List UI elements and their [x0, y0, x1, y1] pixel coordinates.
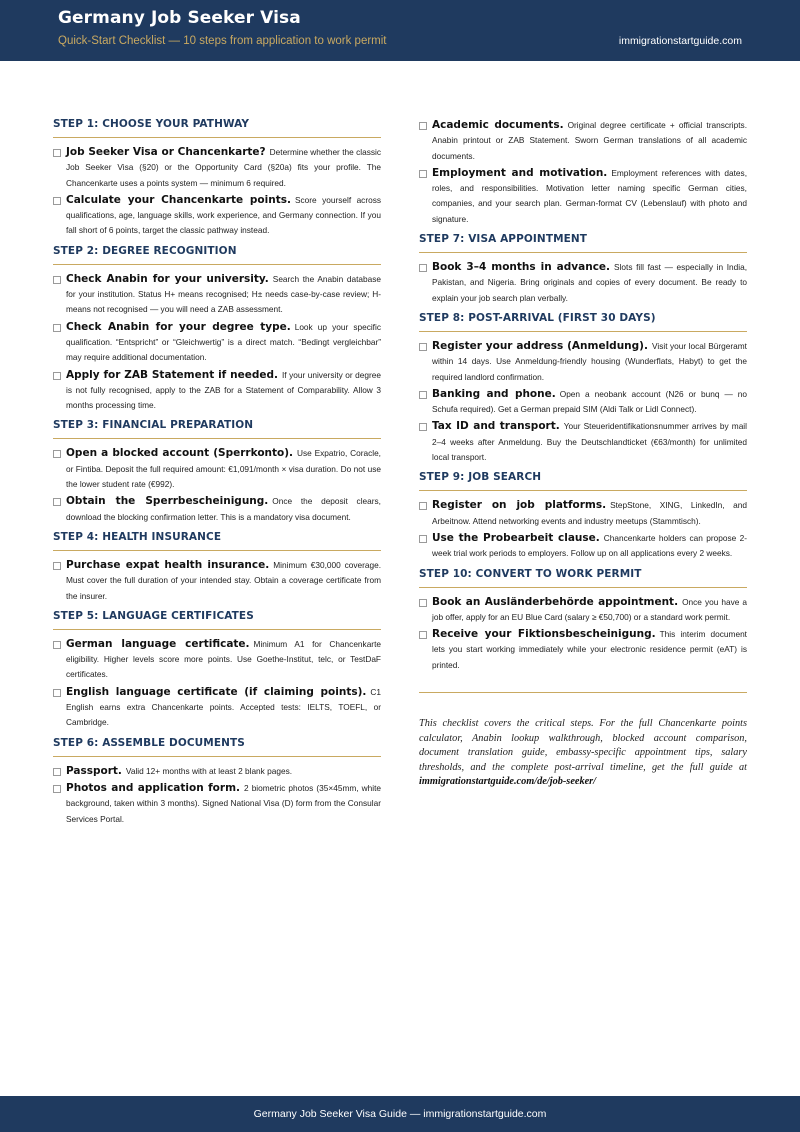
closing-note: [419, 717, 747, 790]
right-column: [419, 118, 747, 790]
item-description: Chancenkarte holders can propose 2-week trial work periods to employers. Follow up on all applications every 2 weeks.: [432, 532, 748, 559]
closing-divider: [419, 692, 747, 693]
checklist-item: [419, 387, 747, 418]
checklist-section: [419, 568, 747, 673]
header-site-link[interactable]: immigrationstartguide.com: [618, 35, 742, 47]
closing-text: This checklist covers the critical steps. For the full Chancenkarte points calculator, Anabin lookup walkthrough, blocked account comparison, document translation guide, embassy-specific appointment tips, salary thresholds, and the complete post-arrival timeline, get the full guide at: [419, 718, 747, 773]
page-footer: Germany Job Seeker Visa Guide — immigrationstartguide.com: [0, 1096, 800, 1132]
item-description: Search the Anabin database for your institution. Status H+ means recognised; H± needs case-by-case review; H- means not recognised — you will need a ZAB assessment.: [66, 273, 381, 315]
checkbox[interactable]: [53, 149, 61, 157]
step-heading: STEP 2: DEGREE RECOGNITION: [53, 245, 381, 265]
checkbox[interactable]: [53, 641, 61, 649]
item-lead: Tax ID and transport.: [432, 420, 560, 433]
item-lead: Obtain the Sperrbescheinigung.: [66, 495, 269, 508]
item-description: Minimum €30,000 coverage. Must cover the full duration of your intended stay. Obtain a coverage certificate from the insurer.: [66, 559, 382, 601]
checklist-item: [419, 627, 747, 673]
checklist-section: [53, 531, 381, 604]
checklist-section: [419, 471, 747, 561]
checklist-item: [53, 764, 381, 779]
checkbox[interactable]: [53, 372, 61, 380]
step-heading: STEP 8: POST-ARRIVAL (FIRST 30 DAYS): [419, 312, 747, 332]
step-heading: STEP 3: FINANCIAL PREPARATION: [53, 419, 381, 439]
checklist-section: [419, 233, 747, 306]
item-lead: English language certificate (if claiming points).: [66, 685, 367, 698]
step-heading: STEP 5: LANGUAGE CERTIFICATES: [53, 610, 381, 630]
checklist-item: [53, 781, 381, 827]
checklist-section: [53, 737, 381, 827]
checkbox[interactable]: [419, 423, 427, 431]
item-description: Employment references with dates, roles, and responsibilities. Motivation letter naming specific German cities, companies, and your search plan. German-format CV (Lebenslauf) with photo and signature.: [432, 167, 747, 224]
checkbox[interactable]: [419, 391, 427, 399]
checklist-section: [53, 419, 381, 524]
checkbox[interactable]: [53, 197, 61, 205]
checkbox[interactable]: [419, 122, 427, 130]
checkbox[interactable]: [419, 599, 427, 607]
item-lead: Book an Ausländerbehörde appointment.: [432, 595, 679, 608]
checklist-item: [419, 419, 747, 465]
checklist-item: [53, 558, 381, 604]
item-lead: Calculate your Chancenkarte points.: [66, 193, 291, 206]
checklist-item: [53, 145, 381, 191]
page-subtitle: Quick-Start Checklist — 10 steps from application to work permit: [58, 35, 387, 47]
item-description: Determine whether the classic Job Seeker Visa (§20) or the Opportunity Card (§20a) fits your profile. The Chancenkarte uses a points system — minimum 6 required.: [66, 147, 381, 188]
checkbox[interactable]: [419, 631, 427, 639]
step-heading: STEP 6: ASSEMBLE DOCUMENTS: [53, 737, 381, 757]
item-description: Score yourself across qualifications, age, language skills, work experience, and Germany connection. If you fall short of 6 points, target the classic pathway instead.: [66, 194, 382, 236]
item-lead: Use the Probearbeit clause.: [432, 531, 600, 544]
step-heading: STEP 7: VISA APPOINTMENT: [419, 233, 747, 253]
item-description: Valid 12+ months with at least 2 blank pages.: [125, 765, 293, 776]
checklist-item: [53, 272, 381, 318]
item-lead: Job Seeker Visa or Chancenkarte?: [66, 146, 266, 158]
step-heading: STEP 4: HEALTH INSURANCE: [53, 531, 381, 551]
checkbox[interactable]: [53, 450, 61, 458]
checklist-item: [419, 595, 747, 626]
checklist-item: [53, 685, 381, 731]
item-description: If your university or degree is not fully recognised, apply to the ZAB for a Statement of Comparability. Allow 3 months processing time.: [66, 369, 381, 411]
checkbox[interactable]: [53, 768, 61, 776]
checkbox[interactable]: [53, 562, 61, 570]
checklist-section: [53, 245, 381, 414]
item-description: Open a neobank account (N26 or bunq — no Schufa required). Get a German prepaid SIM (Aldi Talk or Lidl Connect).: [432, 388, 747, 415]
checkbox[interactable]: [419, 502, 427, 510]
checkbox[interactable]: [419, 535, 427, 543]
step-heading: STEP 9: JOB SEARCH: [419, 471, 747, 491]
checkbox[interactable]: [53, 324, 61, 332]
checklist-section: [419, 312, 747, 465]
item-description: Use Expatrio, Coracle, or Fintiba. Deposit the full required amount: €1,091/month × visa duration. Do not use the lower student rate (€992).: [66, 448, 381, 490]
step-heading: STEP 1: CHOOSE YOUR PATHWAY: [53, 118, 381, 138]
item-lead: Open a blocked account (Sperrkonto).: [66, 447, 294, 460]
item-lead: Check Anabin for your university.: [66, 272, 269, 285]
checklist-section: [419, 118, 747, 227]
checklist-item: [53, 446, 381, 492]
left-column: [53, 118, 381, 833]
item-lead: Apply for ZAB Statement if needed.: [66, 368, 278, 381]
item-lead: Book 3–4 months in advance.: [432, 261, 611, 274]
item-description: Once you have a job offer, apply for an EU Blue Card (salary ≥ €50,700) or a standard work permit.: [432, 596, 747, 622]
checklist-item: [53, 637, 381, 683]
item-description: 2 biometric photos (35×45mm, white background, taken within 3 months). Signed National Visa (D) form from the Consular Services Portal.: [66, 782, 382, 824]
item-lead: Register on job platforms.: [432, 499, 607, 512]
item-description: Original degree certificate + official transcripts. Anabin printout or ZAB Statement. Sworn German translations of all academic documents.: [432, 120, 747, 161]
item-description: Visit your local Bürgeramt within 14 days. Use Anmeldung-friendly housing (Wunderflats, Habyt) to get the required landlord confirmation.: [432, 340, 747, 382]
checklist-item: [53, 494, 381, 525]
item-lead: Employment and motivation.: [432, 166, 608, 179]
page-title: Germany Job Seeker Visa: [58, 8, 301, 28]
item-description: This interim document lets you start working immediately while your electronic residence permit (eAT) is printed.: [432, 629, 747, 670]
checkbox[interactable]: [53, 689, 61, 697]
item-lead: Academic documents.: [432, 119, 564, 131]
item-description: Once the deposit clears, download the blocking confirmation letter. This is a mandatory visa document.: [66, 496, 381, 522]
checkbox[interactable]: [53, 785, 61, 793]
item-lead: Passport.: [66, 764, 122, 777]
item-lead: Receive your Fiktionsbescheinigung.: [432, 628, 656, 641]
checkbox[interactable]: [419, 343, 427, 351]
item-lead: German language certificate.: [66, 637, 250, 650]
item-description: Minimum A1 for Chancenkarte eligibility. Higher levels score more points. Use Goethe-Institut, telc, or TestDaF certificates.: [66, 638, 381, 680]
item-description: Look up your specific qualification. “Entspricht” or “Gleichwertig” is a direct match. “Bedingt vergleichbar” may require additional documentation.: [66, 321, 381, 363]
item-description: C1 English earns extra Chancenkarte points. Accepted tests: IELTS, TOEFL, or Cambridge.: [66, 686, 381, 728]
page-header: [0, 0, 800, 61]
item-lead: Register your address (Anmeldung).: [432, 339, 648, 352]
item-description: Your Steueridentifikationsnummer arrives by mail 2–4 weeks after Anmeldung. Buy the Deutschlandticket (€63/month) for unlimited local transport.: [432, 421, 747, 463]
checkbox[interactable]: [419, 264, 427, 272]
item-lead: Check Anabin for your degree type.: [66, 320, 291, 333]
item-lead: Photos and application form.: [66, 781, 241, 794]
checklist-item: [419, 531, 747, 562]
checklist-section: [53, 610, 381, 731]
checkbox[interactable]: [419, 170, 427, 178]
item-description: StepStone, XING, LinkedIn, and Arbeitnow. Attend networking events and industry meetups (Stammtisch).: [432, 500, 747, 526]
step-heading: STEP 10: CONVERT TO WORK PERMIT: [419, 568, 747, 588]
checklist-item: [419, 339, 747, 385]
item-lead: Banking and phone.: [432, 387, 556, 400]
item-lead: Purchase expat health insurance.: [66, 558, 270, 571]
checklist-item: [53, 368, 381, 414]
checklist-item: [419, 260, 747, 306]
checkbox[interactable]: [53, 276, 61, 284]
checklist-item: [419, 498, 747, 529]
checklist-item: [53, 320, 381, 366]
full-guide-link[interactable]: immigrationstartguide.com/de/job-seeker/: [419, 776, 597, 788]
item-description: Slots fill fast — especially in India, Pakistan, and Nigeria. Bring originals and copies of every document. Be ready to explain your job search plan verbally.: [432, 262, 748, 303]
checkbox[interactable]: [53, 498, 61, 506]
checklist-item: [419, 118, 747, 164]
checklist-item: [53, 193, 381, 239]
checklist-section: [53, 118, 381, 239]
checklist-item: [419, 166, 747, 227]
